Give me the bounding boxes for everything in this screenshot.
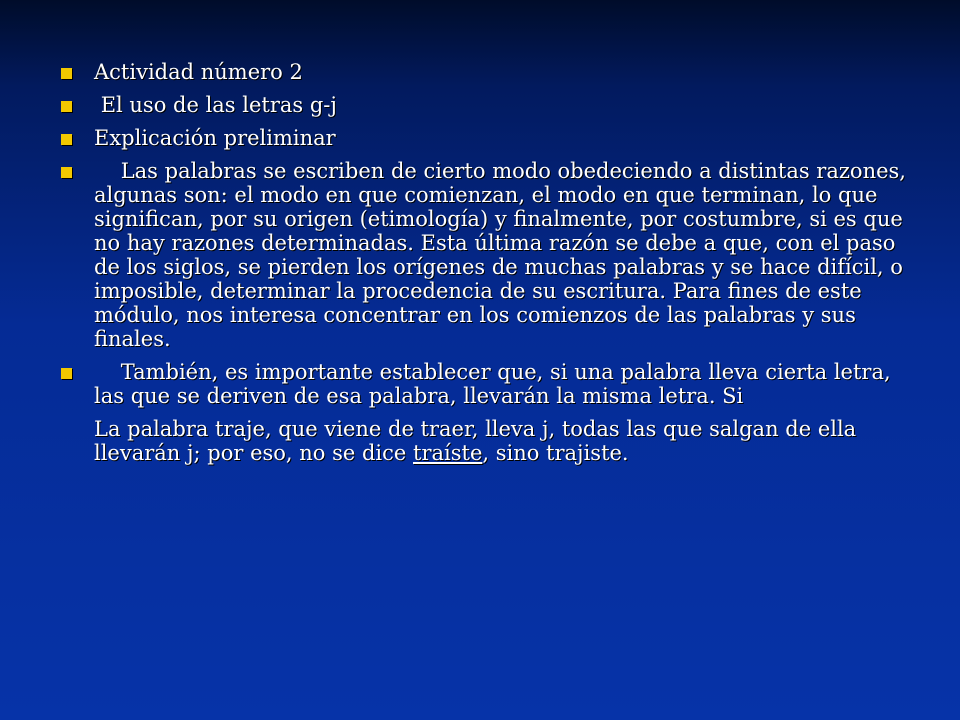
bullet-text: El uso de las letras g-j: [94, 93, 337, 117]
bullet-list: [60, 60, 913, 474]
bullet-item-activity: [60, 60, 910, 84]
bullet-text: Las palabras se escriben de cierto modo obedeciendo a distintas razones, algunas son: el modo en que comienzan, el modo en que terminan, lo que significan, por su origen (etimología) y finalmente, por costumbre, si es que no hay razones determinadas. Esta última razón se debe a que, con el paso de los siglos, se pierden los orígenes de muchas palabras y se hace difícil, o imposible, determinar la procedencia de su escritura. Para fines de este módulo, nos interesa concentrar en los comienzos de las palabras y sus finales.: [94, 159, 913, 351]
bullet-text: También, es importante establecer que, si una palabra lleva cierta letra, las que se deriven de esa palabra, llevarán la misma letra. Si: [94, 360, 898, 408]
bullet-item-reasons-paragraph: [60, 159, 913, 351]
continuation-paragraph: [60, 417, 910, 465]
continuation-text-after: , sino trajiste.: [482, 441, 629, 465]
bullet-item-derivation-paragraph: [60, 360, 910, 408]
bullet-text: Actividad número 2: [94, 60, 303, 84]
square-bullet-icon: [61, 167, 72, 178]
square-bullet-icon: [61, 101, 72, 112]
square-bullet-icon: [61, 68, 72, 79]
underlined-word: traíste: [413, 441, 483, 465]
square-bullet-icon: [61, 368, 72, 379]
continuation-text-before: La palabra traje, que viene de traer, lleva j, todas las que salgan de ella llevarán j; por eso, no se dice: [94, 417, 863, 465]
bullet-item-topic: [60, 93, 910, 117]
bullet-item-explanation: [60, 126, 910, 150]
square-bullet-icon: [61, 134, 72, 145]
bullet-text: Explicación preliminar: [94, 126, 336, 150]
